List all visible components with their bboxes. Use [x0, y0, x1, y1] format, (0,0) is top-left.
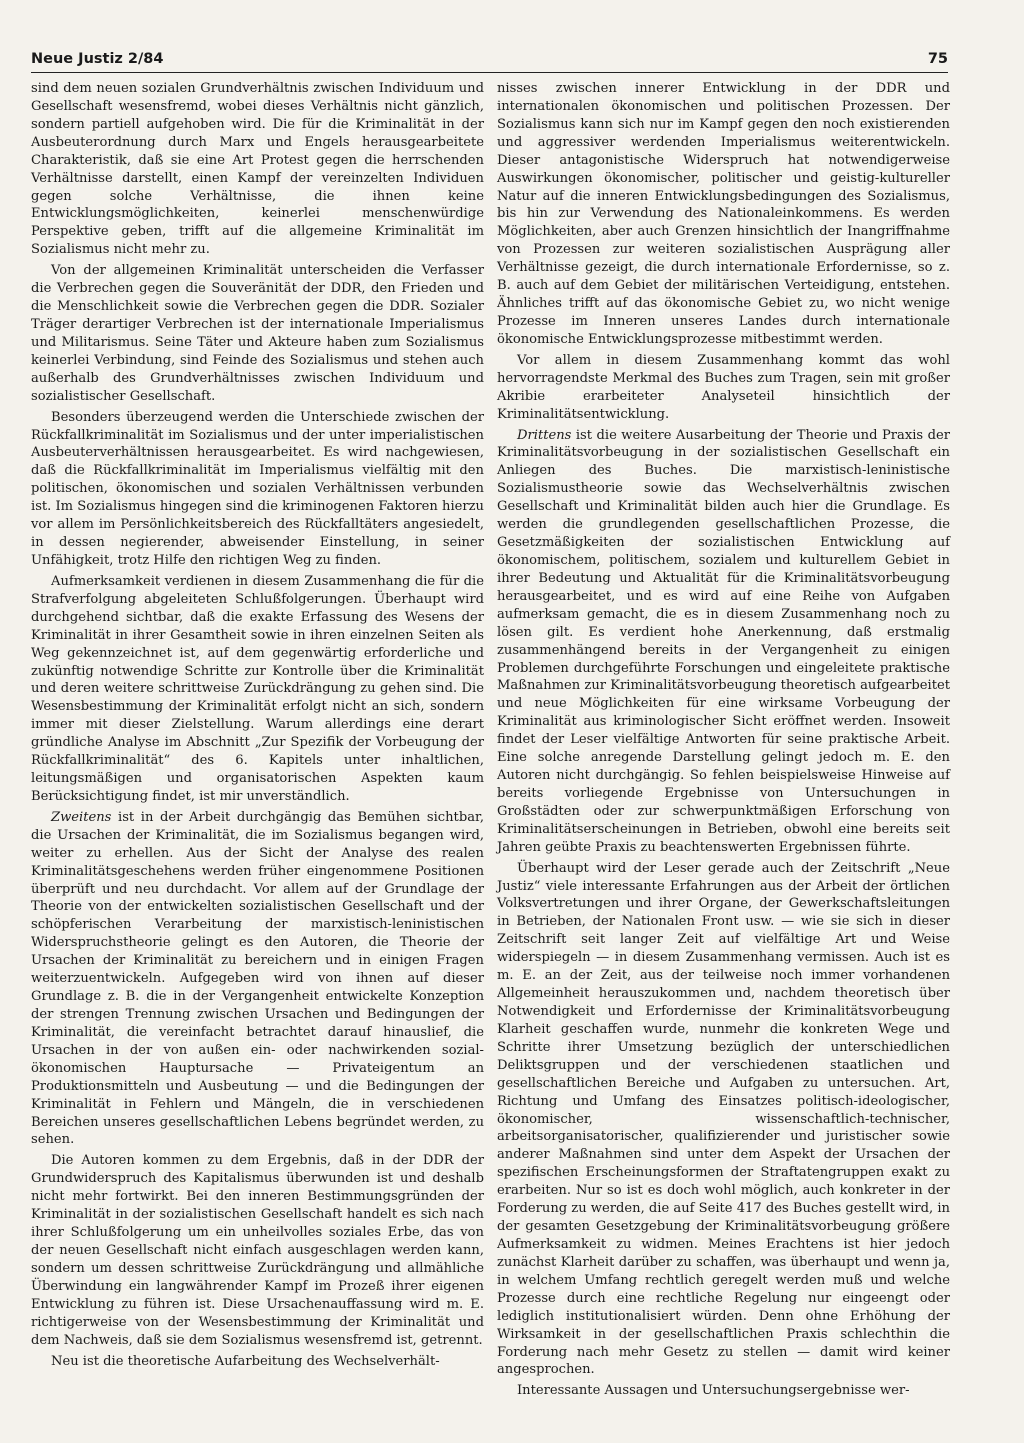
page-number: 75 [927, 51, 948, 67]
right-column [497, 80, 950, 1400]
paragraph-body: ist in der Arbeit durchgängig das Bemühen sichtbar, die Ursachen der Kriminalität, die im Sozialismus begangen wird, weiter zu erhellen. Aus der Sicht der Analyse des realen Kriminalitätsgeschehens werden früher eingenommene Positionen überprüft und neu durchdacht. Vor allem auf der Grundlage der Theorie von der entwickelten sozialistischen Gesellschaft und der schöpferischen Verarbeitung der marxistisch-leninistischen Widerspruchstheorie gelingt es den Autoren, die Theorie der Ursachen der Kriminalität zu bereichern und in einigen Fragen weiterzuentwickeln. Aufgegeben wird von ihnen auf dieser Grundlage z. B. die in der Vergangenheit entwickelte Konzeption der strengen Trennung zwischen Ursachen und Bedingungen der Kriminalität, die vereinfacht betrachtet darauf hinauslief, die Ursachen in der von außen ein- oder nachwirkenden sozial-ökonomischen Hauptursache — Privateigentum an Produktionsmitteln und Ausbeutung — und die Bedingungen der Kriminalität in Fehlern und Mängeln, die in verschiedenen Bereichen unseres gesellschaftlichen Lebens begründet werden, zu sehen. [31, 809, 484, 1148]
paragraph [31, 809, 484, 1150]
paragraph-lead-word: Zweitens [51, 809, 112, 825]
left-column [31, 80, 484, 1370]
paragraph: Überhaupt wird der Leser gerade auch der Zeitschrift „Neue Justiz“ viele interessante Erfahrungen aus der Arbeit der örtlichen Volksvertretungen und ihrer Organe, der Gewerkschaftsleitungen in Betrieben, der Nationalen Front usw. — wie sie sich in dieser Zeitschrift seit langer Zeit auf vielfältige Art und Weise widerspiegeln — in diesem Zusammenhang vermissen. Auch ist es m. E. an der Zeit, aus der teilweise noch immer vorhandenen Allgemeinheit herauszukommen und, nachdem theoretisch über Notwendigkeit und Erfordernisse der Kriminalitätsvorbeugung Klarheit geschaffen wurde, nunmehr die konkreten Wege und Schritte ihrer Umsetzung bezüglich der unterschiedlichen Deliktsgruppen und der verschiedenen staatlichen und gesellschaftlichen Bereiche und Aufgaben zu untersuchen. Art, Richtung und Umfang des Einsatzes politisch-ideologischer, ökonomischer, wissenschaftlich-technischer, arbeitsorganisatorischer, qualifizierender und juristischer sowie anderer Maßnahmen sind unter dem Aspekt der Ursachen der spezifischen Erscheinungsformen der Straftatengruppen exakt zu erarbeiten. Nur so ist es doch wohl möglich, auch konkreter in der Forderung zu werden, die auf Seite 417 des Buches gestellt wird, in der gesamten Gesetzgebung der Kriminalitätsvorbeugung größere Aufmerksamkeit zu widmen. Meines Erachtens ist hier jedoch zunächst Klarheit darüber zu schaffen, was überhaupt und wenn ja, in welchem Umfang rechtlich geregelt werden muß und welche Prozesse durch eine rechtliche Regelung nur eingeengt oder lediglich institutionalisiert würden. Denn ohne Erhöhung der Wirksamkeit in der gesellschaftlichen Praxis schlechthin die Forderung nach mehr Gesetz zu stellen — damit wird keiner angesprochen. [497, 860, 950, 1378]
paragraph: Interessante Aussagen und Untersuchungsergebnisse wer- [517, 1383, 910, 1399]
page-header [31, 50, 948, 73]
paragraph: Besonders überzeugend werden die Unterschiede zwischen der Rückfallkriminalität im Sozialismus und der unter imperialistischen Ausbeuterverhältnissen herausgearbeitet. Es wird nachgewiesen, daß die Rückfallkriminalität im Imperialismus vielfältig mit den politischen, ökonomischen und sozialen Verhältnissen verbunden ist. Im Sozialismus hingegen sind die kriminogenen Faktoren hierzu vor allem im Persönlichkeitsbereich des Rückfalltäters angesiedelt, in dessen negierender, abweisender Einstellung, in seiner Unfähigkeit, trotz Hilfe den richtigen Weg zu finden. [31, 409, 484, 568]
paragraph: Die Autoren kommen zu dem Ergebnis, daß in der DDR der Grundwiderspruch des Kapitalismus überwunden ist und deshalb nicht mehr fortwirkt. Bei den inneren Bestimmungsgründen der Kriminalität in der sozialistischen Gesellschaft handelt es sich nach ihrer Schlußfolgerung um ein unheilvolles soziales Erbe, das von der neuen Gesellschaft nicht einfach ausgeschlagen werden kann, sondern um dessen schrittweise Zurückdrängung und allmähliche Überwindung ein langwährender Kampf im Prozeß ihrer eigenen Entwicklung zu führen ist. Diese Ursachenauffassung wird m. E. richtigerweise von der Wesensbestimmung der Kriminalität und dem Nachweis, daß sie dem Sozialismus wesensfremd ist, getrennt. [31, 1153, 484, 1348]
paragraph-lead-word: Drittens [517, 427, 572, 443]
paragraph-body: ist die weitere Ausarbeitung der Theorie und Praxis der Kriminalitätsvorbeugung in der sozialistischen Gesellschaft ein Anliegen des Buches. Die marxistisch-leninistische Sozialismustheorie sowie das Wechselverhältnis zwischen Gesellschaft und Kriminalität bilden auch hier die Grundlage. Es werden die grundlegenden gesellschaftlichen Prozesse, die Gesetzmäßigkeiten der sozialistischen Entwicklung auf ökonomischem, politischem, sozialem und kulturellem Gebiet in ihrer Bedeutung und Aktualität für die Kriminalitätsvorbeugung herausgearbeitet, und es wird auf eine Reihe von Aufgaben aufmerksam gemacht, die es in diesem Zusammenhang noch zu lösen gilt. Es verdient hohe Anerkennung, daß erstmalig zusammenhängend bereits in der Vergangenheit zu einigen Problemen durchgeführte Forschungen und eingeleitete praktische Maßnahmen zur Kriminalitätsvorbeugung theoretisch aufgearbeitet und neue Möglichkeiten für eine wirksame Vorbeugung der Kriminalität aus kriminologischer Sicht eröffnet werden. Insoweit findet der Leser vielfältige Antworten für seine praktische Arbeit. Eine solche anregende Darstellung gelingt jedoch m. E. den Autoren nicht durchgängig. So fehlen beispielsweise Hinweise auf bereits vorliegende Ergebnisse von Untersuchungen in Großstädten oder zur schwerpunktmäßigen Erforschung von Kriminalitätserscheinungen in Betrieben, obwohl eine bereits seit Jahren geübte Praxis zu beachtenswerten Ergebnissen führte. [497, 427, 950, 855]
journal-issue: Neue Justiz 2/84 [31, 51, 164, 67]
paragraph: Neu ist die theoretische Aufarbeitung des Wechselverhält- [51, 1353, 440, 1369]
paragraph: Von der allgemeinen Kriminalität unterscheiden die Verfasser die Verbrechen gegen die Souveränität der DDR, den Frieden und die Menschlichkeit sowie die Verbrechen gegen die DDR. Sozialer Träger derartiger Verbrechen ist der internationale Imperialismus und Militarismus. Seine Täter und Akteure haben zum Sozialismus keinerlei Verbindung, sind Feinde des Sozialismus und stehen auch außerhalb des Grundverhältnisses zwischen Individuum und sozialistischer Gesellschaft. [31, 263, 484, 404]
paragraph: Vor allem in diesem Zusammenhang kommt das wohl hervorragendste Merkmal des Buches zum Tragen, sein mit großer Akribie erarbeiteter Analyseteil hinsichtlich der Kriminalitätsentwicklung. [497, 352, 950, 422]
paragraph: nisses zwischen innerer Entwicklung in der DDR und internationalen ökonomischen und politischen Prozessen. Der Sozialismus kann sich nur im Kampf gegen den noch existierenden und aggressiver werdenden Imperialismus weiterentwickeln. Dieser antagonistische Widerspruch hat notwendigerweise Auswirkungen ökonomischer, politischer und geistig-kultureller Natur auf die inneren Entwicklungsbedingungen des Sozialismus, bis hin zur Verwendung des Nationaleinkommens. Es werden Möglichkeiten, aber auch Grenzen hinsichtlich der Inangriffnahme von Prozessen zur weiteren sozialistischen Ausprägung aller Verhältnisse gezeigt, die durch internationale Erfordernisse, so z. B. auch auf dem Gebiet der militärischen Verteidigung, entstehen. Ähnliches trifft auf das ökonomische Gebiet zu, wo nicht wenige Prozesse im Inneren unseres Landes durch internationale ökonomische Entwicklungsprozesse mitbestimmt werden. [497, 81, 950, 347]
paragraph: Aufmerksamkeit verdienen in diesem Zusammenhang die für die Strafverfolgung abgeleiteten Schlußfolgerungen. Überhaupt wird durchgehend sichtbar, daß die exakte Erfassung des Wesens der Kriminalität in ihrer Gesamtheit sowie in ihren einzelnen Seiten als Weg gekennzeichnet ist, auf dem gegenwärtig erforderliche und zukünftig notwendige Schritte zur Kontrolle über die Kriminalität und deren weitere schrittweise Zurückdrängung zu gehen sind. Die Wesensbestimmung der Kriminalität erfolgt nicht an sich, sondern immer mit dieser Zielstellung. Warum allerdings eine derart gründliche Analyse im Abschnitt „Zur Spezifik der Vorbeugung der Rückfallkriminalität“ des 6. Kapitels unter inhaltlichen, leitungsmäßigen und organisatorischen Aspekten kaum Berücksichtigung findet, ist mir unverständlich. [31, 573, 484, 804]
paragraph: sind dem neuen sozialen Grundverhältnis zwischen Individuum und Gesellschaft wesensfremd, wobei dieses Verhältnis nicht gänzlich, sondern partiell aufgehoben wird. Die für die Kriminalität in der Ausbeuterordnung durch Marx und Engels herausgearbeitete Charakteristik, daß sie eine Art Protest gegen die herrschenden Verhältnisse darstellt, einen Kampf der vereinzelten Individuen gegen solche Verhältnisse, die ihnen keine Entwicklungsmöglichkeiten, keinerlei menschenwürdige Perspektive geben, trifft auf die allgemeine Kriminalität im Sozialismus nicht mehr zu. [31, 81, 484, 258]
paragraph [497, 427, 950, 857]
